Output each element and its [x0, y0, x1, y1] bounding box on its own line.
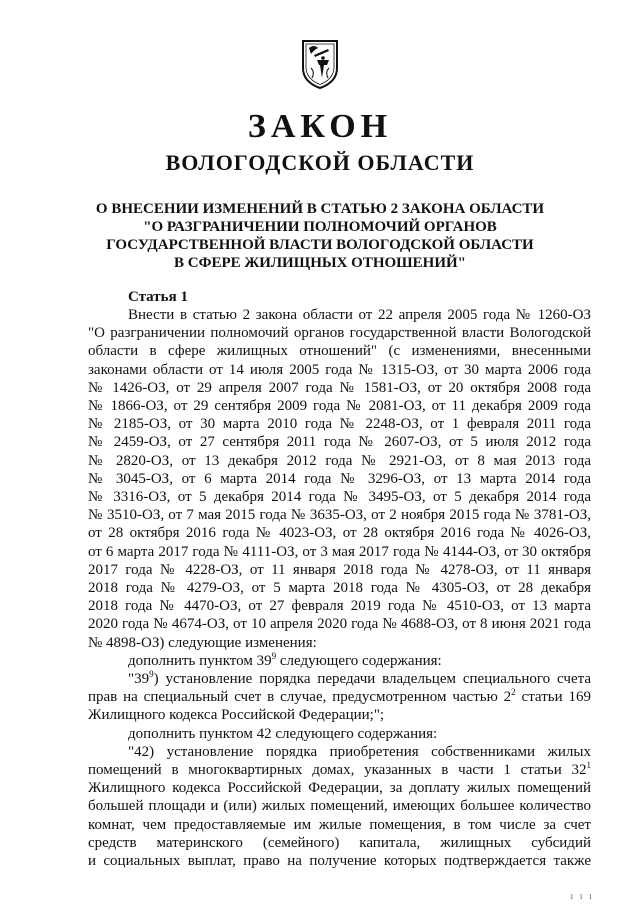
law-title-line: "О РАЗГРАНИЧЕНИИ ПОЛНОМОЧИЙ ОРГАНОВ [143, 219, 497, 235]
amendment-2-text: большей площади и (или) жилых помещений, имеющих большее количество [88, 798, 591, 815]
amendment-1-intro: дополнить пунктом $39^9$ следующего содержания: [128, 650, 442, 669]
body-line: № 2459-ОЗ, от 27 сентября 2011 года № 2607-ОЗ, от 5 июля 2012 года [88, 434, 591, 451]
body-line: № 2185-ОЗ, от 30 марта 2010 года № 2248-ОЗ, от 1 февраля 2011 года [88, 416, 591, 433]
body-line: 2017 года № 4228-ОЗ, от 11 января 2018 года № 4278-ОЗ, от 11 января [88, 561, 591, 578]
amendment-2-text: и социальных выплат, право на получение которых подтверждается также [88, 853, 591, 870]
law-title-line: О ВНЕСЕНИИ ИЗМЕНЕНИЙ В СТАТЬЮ 2 ЗАКОНА ОБЛАСТИ [95, 201, 545, 217]
article-heading: Статья 1 [128, 289, 188, 305]
body-line: области в сфере жилищных отношений" (с изменениями, внесенными [88, 343, 591, 360]
body-line: № 2820-ОЗ, от 13 декабря 2012 года № 2921-ОЗ, от 8 мая 2013 года [88, 452, 591, 469]
body-line: № 1866-ОЗ, от 29 сентября 2009 года № 2081-ОЗ, от 11 декабря 2009 года [88, 398, 591, 415]
amendment-2-text: Жилищного кодекса Российской Федерации, за доплату жилых помещений [88, 780, 591, 797]
amendment-1-text: прав на специальный счет в случае, предусмотренном частью $2^2$ статьи 169 [88, 687, 591, 706]
body-line: "О разграничении полномочий органов государственной власти Вологодской [88, 325, 591, 342]
body-line: от 6 марта 2017 года № 4111-ОЗ, от 3 мая 2017 года № 4144-ОЗ, от 30 октября [88, 543, 591, 560]
document-subtitle: ВОЛОГОДСКОЙ ОБЛАСТИ [165, 150, 475, 175]
law-title [60, 200, 580, 272]
article-body [88, 306, 591, 870]
amendment-1-text: "$39^9$) установление порядка передачи владельцем специального счета [128, 669, 591, 688]
document-title: ЗАКОН [247, 108, 393, 145]
body-line: законами области от 14 июля 2005 года № 1315-ОЗ, от 30 марта 2006 года [88, 361, 591, 378]
law-title-line: В СФЕРЕ ЖИЛИЩНЫХ ОТНОШЕНИЙ" [173, 255, 466, 271]
body-line: 2018 года № 4279-ОЗ, от 5 марта 2018 года № 4305-ОЗ, от 28 декабря [88, 580, 591, 597]
amendment-2-text: "42) установление порядка приобретения собственниками жилых [128, 743, 591, 760]
amendment-2-intro: дополнить пунктом 42 следующего содержания: [128, 725, 438, 742]
body-line: от 28 октября 2016 года № 4023-ОЗ, от 28 октября 2016 года № 4026-ОЗ, [88, 525, 591, 542]
body-line: № 1426-ОЗ, от 29 апреля 2007 года № 1581-ОЗ, от 20 октября 2008 года [88, 379, 591, 396]
amendment-2-text: комнат, чем предоставляемые им жилые помещения, в том числе за счет [88, 816, 591, 833]
amendment-2-text: помещений в многоквартирных домах, указанных в части 1 статьи $32^1$ [88, 760, 591, 779]
law-title-line: ГОСУДАРСТВЕННОЙ ВЛАСТИ ВОЛОГОДСКОЙ ОБЛАСТИ [106, 237, 534, 253]
page-mark: 1 1 1 [570, 893, 594, 901]
vologda-coat-of-arms-icon [300, 38, 340, 90]
body-line: № 4898-ОЗ) следующие изменения: [88, 634, 317, 651]
body-line: № 3045-ОЗ, от 6 марта 2014 года № 3296-ОЗ, от 13 марта 2014 года [88, 470, 591, 487]
body-line: 2018 года № 4470-ОЗ, от 27 февраля 2019 года № 4510-ОЗ, от 13 марта [88, 598, 591, 615]
amendment-1-text: Жилищного кодекса Российской Федерации;"; [88, 707, 385, 724]
body-line: Внести в статью 2 закона области от 22 апреля 2005 года № 1260-ОЗ [128, 307, 591, 323]
body-line: 2020 года № 4674-ОЗ, от 10 апреля 2020 года № 4688-ОЗ, от 8 июня 2021 года [88, 616, 591, 633]
body-line: № 3510-ОЗ, от 7 мая 2015 года № 3635-ОЗ, от 2 ноября 2015 года № 3781-ОЗ, [88, 507, 591, 524]
body-line: № 3316-ОЗ, от 5 декабря 2014 года № 3495-ОЗ, от 5 декабря 2014 года [88, 489, 591, 506]
amendment-2-text: средств материнского (семейного) капитала, жилищных субсидий [88, 834, 591, 851]
